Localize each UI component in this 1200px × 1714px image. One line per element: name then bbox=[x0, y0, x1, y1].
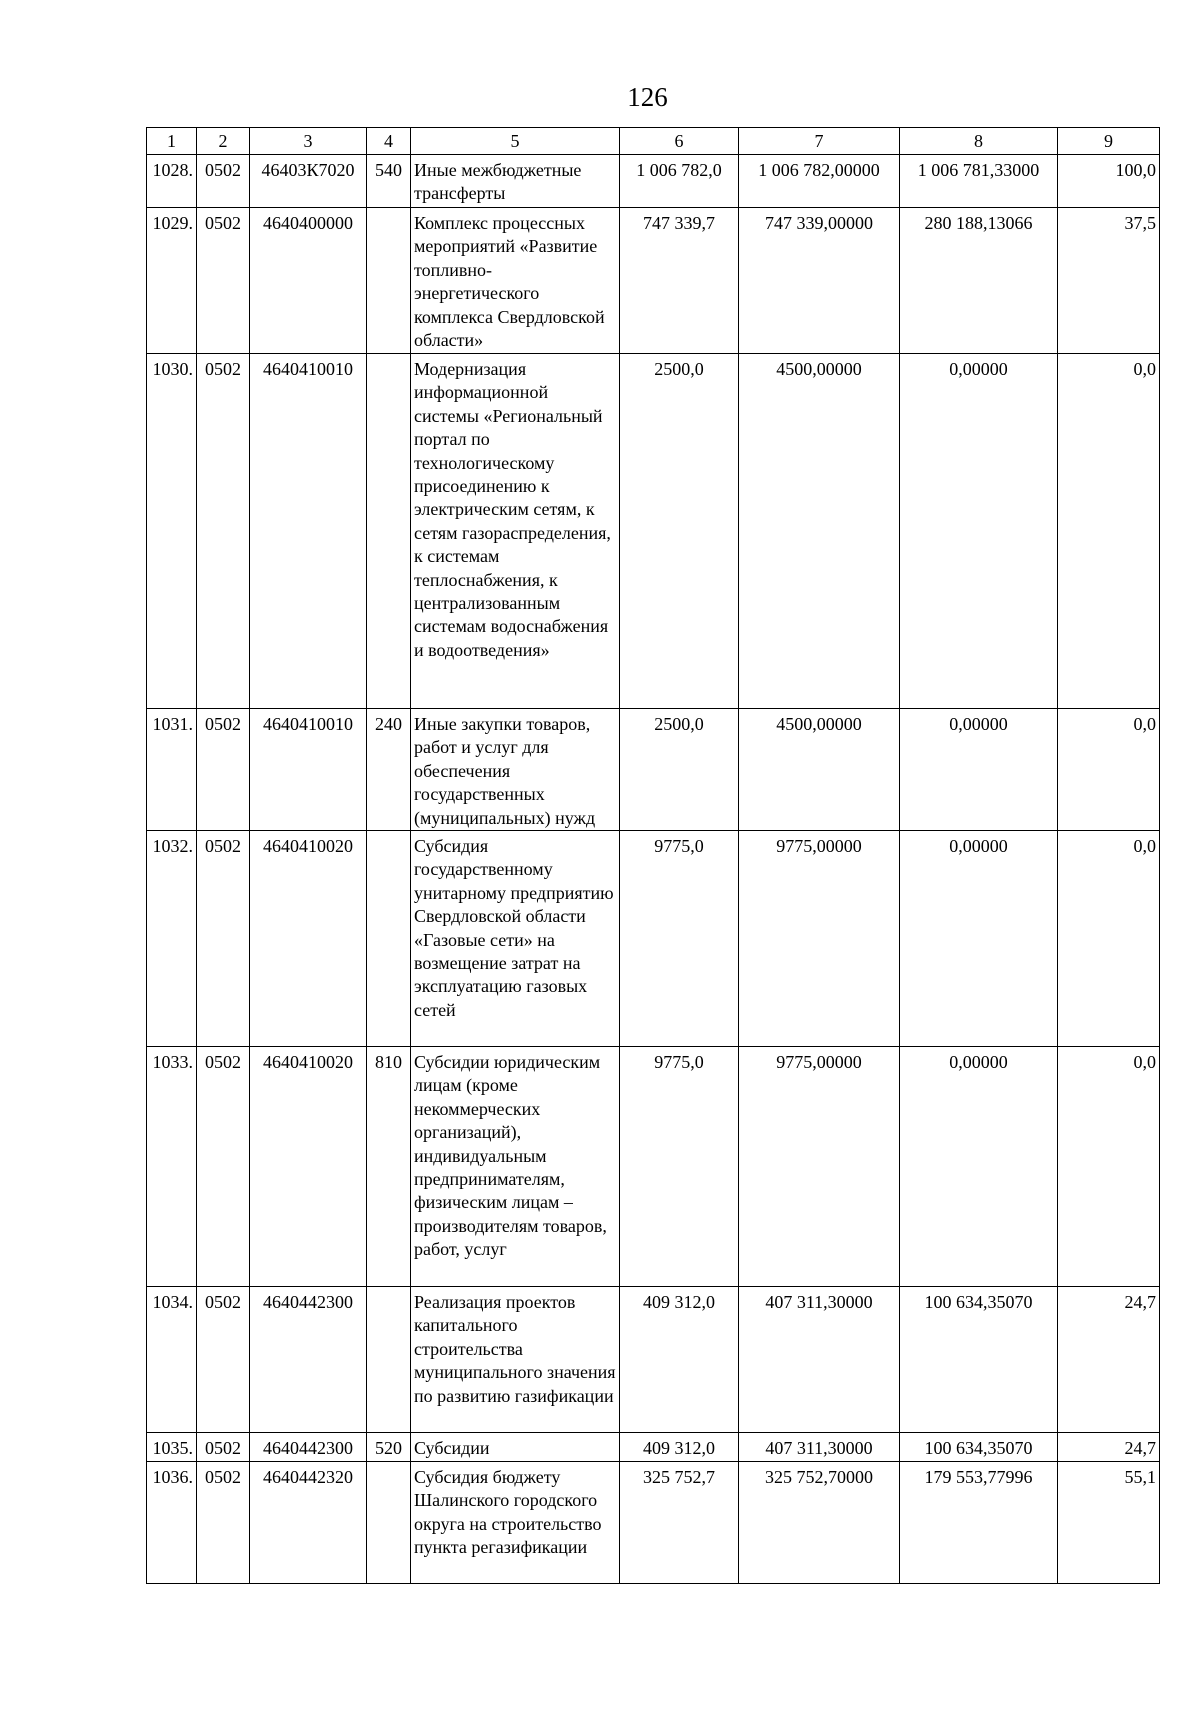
item-name: Иные закупки товаров, работ и услуг для обеспечения государственных (муниципальных) нужд bbox=[411, 709, 620, 831]
header-cell: 9 bbox=[1058, 128, 1160, 155]
row-number: 1034. bbox=[147, 1287, 197, 1433]
value-col9: 55,1 bbox=[1058, 1462, 1160, 1584]
expense-type: 540 bbox=[367, 155, 411, 208]
expense-type bbox=[367, 1462, 411, 1584]
value-col8: 179 553,77996 bbox=[900, 1462, 1058, 1584]
page-number: 126 bbox=[627, 82, 668, 112]
value-col8: 100 634,35070 bbox=[900, 1287, 1058, 1433]
value-col7: 9775,00000 bbox=[739, 831, 900, 1047]
target-code: 4640400000 bbox=[250, 208, 367, 354]
row-number: 1028. bbox=[147, 155, 197, 208]
target-code: 46403К7020 bbox=[250, 155, 367, 208]
table-row bbox=[147, 1287, 1160, 1433]
expense-type bbox=[367, 354, 411, 709]
value-col9: 24,7 bbox=[1058, 1287, 1160, 1433]
budget-table bbox=[146, 127, 1160, 1584]
item-name: Субсидии юридическим лицам (кроме некоммерческих организаций), индивидуальным предпринимателям, физическим лицам – производителям товаров, работ, услуг bbox=[411, 1047, 620, 1287]
value-col7: 1 006 782,00000 bbox=[739, 155, 900, 208]
value-col9: 0,0 bbox=[1058, 831, 1160, 1047]
header-cell: 6 bbox=[620, 128, 739, 155]
value-col6: 409 312,0 bbox=[620, 1433, 739, 1462]
value-col9: 0,0 bbox=[1058, 709, 1160, 831]
section-code: 0502 bbox=[197, 354, 250, 709]
section-code: 0502 bbox=[197, 208, 250, 354]
value-col6: 9775,0 bbox=[620, 1047, 739, 1287]
section-code: 0502 bbox=[197, 1462, 250, 1584]
value-col7: 407 311,30000 bbox=[739, 1433, 900, 1462]
value-col9: 100,0 bbox=[1058, 155, 1160, 208]
value-col6: 325 752,7 bbox=[620, 1462, 739, 1584]
value-col9: 0,0 bbox=[1058, 1047, 1160, 1287]
row-number: 1031. bbox=[147, 709, 197, 831]
expense-type: 810 bbox=[367, 1047, 411, 1287]
section-code: 0502 bbox=[197, 709, 250, 831]
value-col6: 2500,0 bbox=[620, 709, 739, 831]
table-row bbox=[147, 208, 1160, 354]
value-col9: 24,7 bbox=[1058, 1433, 1160, 1462]
header-cell: 7 bbox=[739, 128, 900, 155]
row-number: 1036. bbox=[147, 1462, 197, 1584]
value-col6: 409 312,0 bbox=[620, 1287, 739, 1433]
expense-type bbox=[367, 831, 411, 1047]
value-col8: 0,00000 bbox=[900, 831, 1058, 1047]
header-cell: 1 bbox=[147, 128, 197, 155]
value-col7: 4500,00000 bbox=[739, 354, 900, 709]
value-col7: 407 311,30000 bbox=[739, 1287, 900, 1433]
value-col7: 747 339,00000 bbox=[739, 208, 900, 354]
table-row bbox=[147, 709, 1160, 831]
header-cell: 3 bbox=[250, 128, 367, 155]
value-col8: 100 634,35070 bbox=[900, 1433, 1058, 1462]
table-row bbox=[147, 354, 1160, 709]
section-code: 0502 bbox=[197, 1433, 250, 1462]
header-row bbox=[147, 128, 1160, 155]
item-name: Модернизация информационной системы «Региональный портал по технологическому присоединению к электрическим сетям, к сетям газораспределения, к системам теплоснабжения, к централизованным системам водоснабжения и водоотведения» bbox=[411, 354, 620, 709]
target-code: 4640410020 bbox=[250, 1047, 367, 1287]
section-code: 0502 bbox=[197, 1287, 250, 1433]
table-row bbox=[147, 831, 1160, 1047]
expense-type bbox=[367, 1287, 411, 1433]
header-cell: 5 bbox=[411, 128, 620, 155]
table-row bbox=[147, 1047, 1160, 1287]
value-col6: 1 006 782,0 bbox=[620, 155, 739, 208]
expense-type bbox=[367, 208, 411, 354]
value-col8: 1 006 781,33000 bbox=[900, 155, 1058, 208]
target-code: 4640410010 bbox=[250, 354, 367, 709]
target-code: 4640442300 bbox=[250, 1433, 367, 1462]
target-code: 4640410020 bbox=[250, 831, 367, 1047]
item-name: Комплекс процессных мероприятий «Развитие топливно-энергетического комплекса Свердловской области» bbox=[411, 208, 620, 354]
expense-type: 240 bbox=[367, 709, 411, 831]
item-name: Субсидии bbox=[411, 1433, 620, 1462]
section-code: 0502 bbox=[197, 155, 250, 208]
value-col6: 9775,0 bbox=[620, 831, 739, 1047]
table-row bbox=[147, 155, 1160, 208]
target-code: 4640442320 bbox=[250, 1462, 367, 1584]
target-code: 4640410010 bbox=[250, 709, 367, 831]
table-row bbox=[147, 1462, 1160, 1584]
row-number: 1035. bbox=[147, 1433, 197, 1462]
section-code: 0502 bbox=[197, 1047, 250, 1287]
value-col9: 37,5 bbox=[1058, 208, 1160, 354]
section-code: 0502 bbox=[197, 831, 250, 1047]
value-col7: 325 752,70000 bbox=[739, 1462, 900, 1584]
value-col8: 0,00000 bbox=[900, 709, 1058, 831]
value-col9: 0,0 bbox=[1058, 354, 1160, 709]
value-col8: 0,00000 bbox=[900, 354, 1058, 709]
value-col8: 0,00000 bbox=[900, 1047, 1058, 1287]
value-col7: 4500,00000 bbox=[739, 709, 900, 831]
header-cell: 2 bbox=[197, 128, 250, 155]
value-col7: 9775,00000 bbox=[739, 1047, 900, 1287]
header-cell: 4 bbox=[367, 128, 411, 155]
item-name: Иные межбюджетные трансферты bbox=[411, 155, 620, 208]
row-number: 1030. bbox=[147, 354, 197, 709]
value-col8: 280 188,13066 bbox=[900, 208, 1058, 354]
item-name: Субсидия бюджету Шалинского городского округа на строительство пункта регазификации bbox=[411, 1462, 620, 1584]
row-number: 1029. bbox=[147, 208, 197, 354]
row-number: 1033. bbox=[147, 1047, 197, 1287]
header-cell: 8 bbox=[900, 128, 1058, 155]
value-col6: 2500,0 bbox=[620, 354, 739, 709]
item-name: Реализация проектов капитального строительства муниципального значения по развитию газификации bbox=[411, 1287, 620, 1433]
expense-type: 520 bbox=[367, 1433, 411, 1462]
item-name: Субсидия государственному унитарному предприятию Свердловской области «Газовые сети» на возмещение затрат на эксплуатацию газовых сетей bbox=[411, 831, 620, 1047]
row-number: 1032. bbox=[147, 831, 197, 1047]
table-row bbox=[147, 1433, 1160, 1462]
target-code: 4640442300 bbox=[250, 1287, 367, 1433]
value-col6: 747 339,7 bbox=[620, 208, 739, 354]
